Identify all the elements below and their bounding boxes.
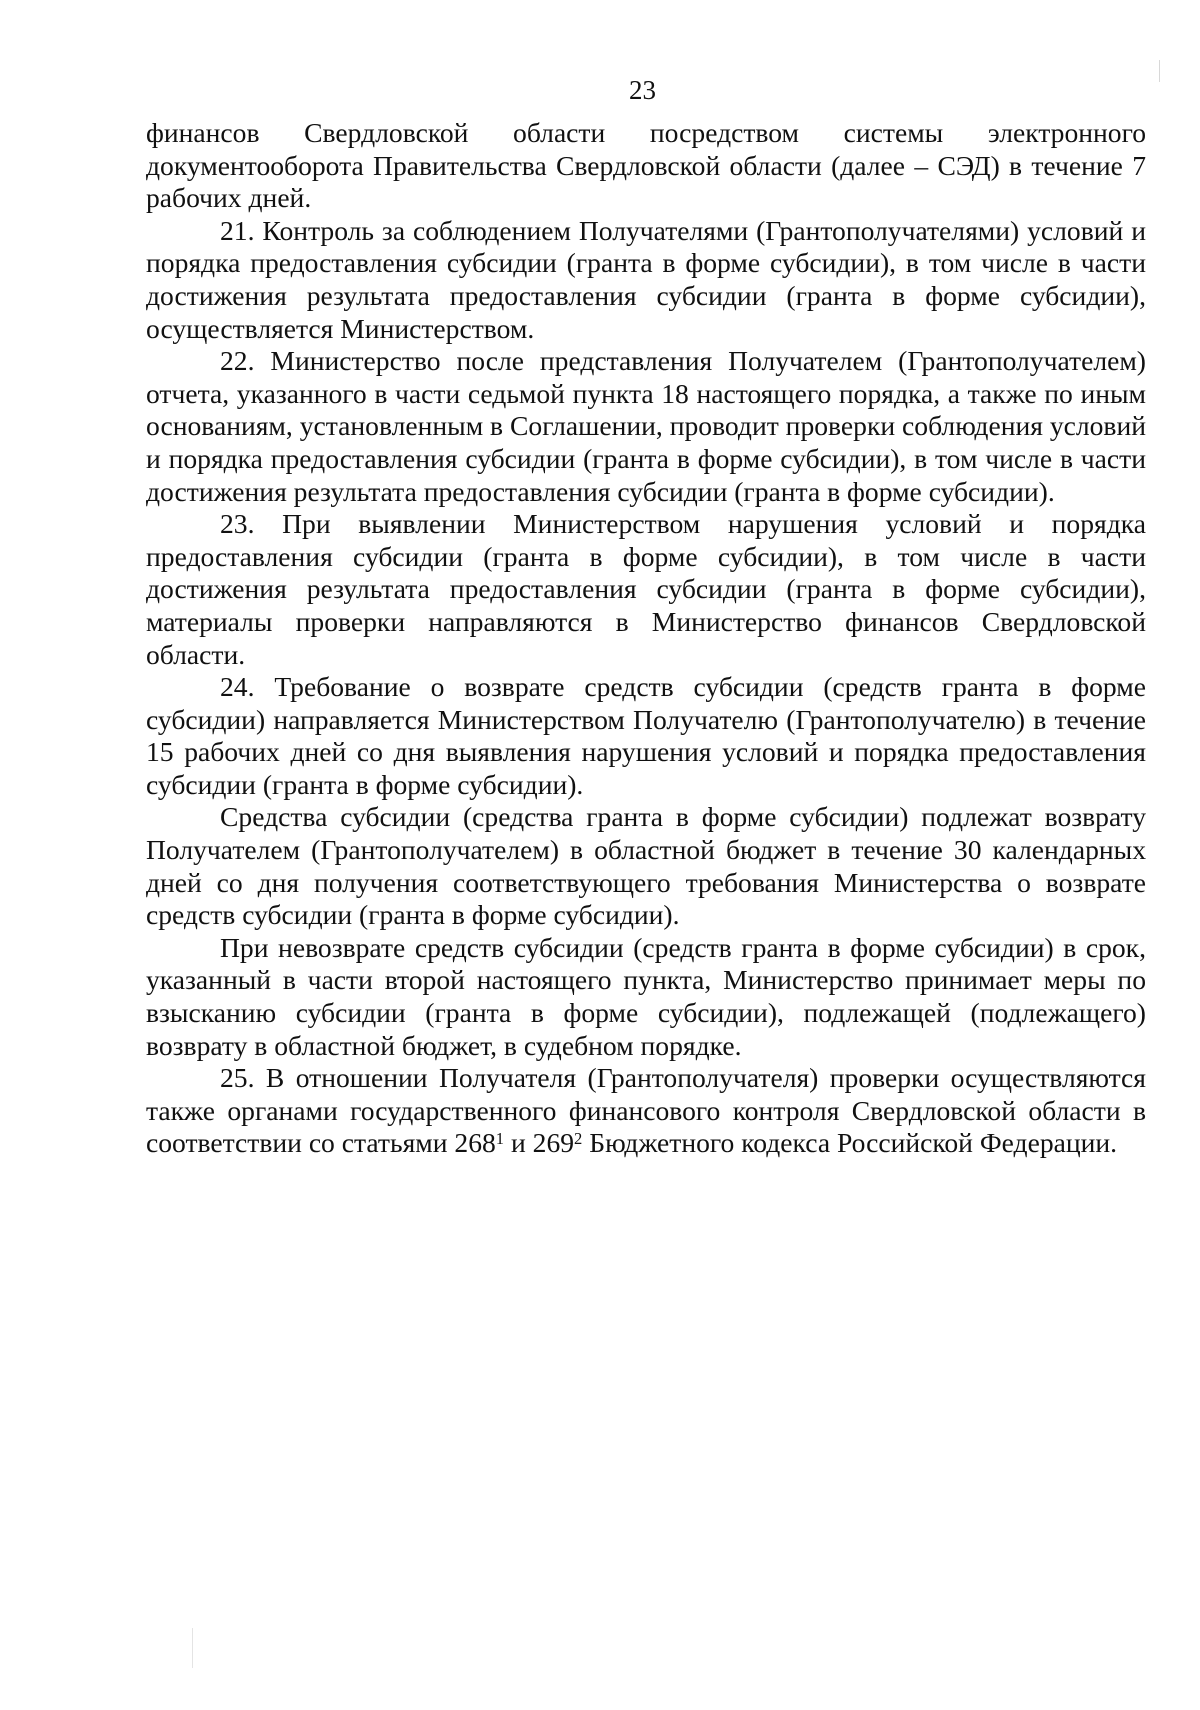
paragraph-25-text-after: Бюджетного кодекса Российской Федерации. bbox=[582, 1127, 1118, 1159]
footnote-superscript-1: 1 bbox=[495, 1129, 505, 1149]
paragraph-21: 21. Контроль за соблюдением Получателями (Грантополучателями) условий и порядка предоставления субсидии (гранта в форме субсидии), в том числе в части достижения результата предоставления субсидии (гранта в форме субсидии), осуществляется Министерством. bbox=[146, 214, 1146, 344]
paragraph-25-text-before: 25. В отношении Получателя (Грантополучателя) проверки осуществляются также органами государственного финансового контроля Свердловской области в соответствии со статьями 268 bbox=[146, 1062, 1146, 1159]
document-body bbox=[146, 117, 1146, 1160]
paragraph-23: 23. При выявлении Министерством нарушения условий и порядка предоставления субсидии (гранта в форме субсидии), в том числе в части достижения результата предоставления субсидии (гранта в форме субсидии), материалы проверки направляются в Министерство финансов Свердловской области. bbox=[146, 508, 1146, 670]
paragraph-25 bbox=[146, 1062, 1146, 1160]
paragraph-24-part-2: Средства субсидии (средства гранта в форме субсидии) подлежат возврату Получателем (Грантополучателем) в областной бюджет в течение 30 календарных дней со дня получения соответствующего требования Министерства о возврате средств субсидии (гранта в форме субсидии). bbox=[146, 801, 1146, 931]
paragraph-continuation: финансов Свердловской области посредством системы электронного документооборота Правительства Свердловской области (далее – СЭД) в течение 7 рабочих дней. bbox=[146, 117, 1146, 214]
paragraph-24-part-3: При невозврате средств субсидии (средств гранта в форме субсидии) в срок, указанный в части второй настоящего пункта, Министерство принимает меры по взысканию субсидии (гранта в форме субсидии), подлежащей (подлежащего) возврату в областной бюджет, в судебном порядке. bbox=[146, 931, 1146, 1061]
paragraph-24: 24. Требование о возврате средств субсидии (средств гранта в форме субсидии) направляется Министерством Получателю (Грантополучателю) в течение 15 рабочих дней со дня выявления нарушения условий и порядка предоставления субсидии (гранта в форме субсидии). bbox=[146, 671, 1146, 800]
scan-artifact-mark bbox=[192, 1628, 193, 1668]
page-number: 23 bbox=[629, 75, 656, 105]
footnote-superscript-2: 2 bbox=[574, 1129, 583, 1149]
paragraph-22: 22. Министерство после представления Получателем (Грантополучателем) отчета, указанного в части седьмой пункта 18 настоящего порядка, а также по иным основаниям, установленным в Соглашении, проводит проверки соблюдения условий и порядка предоставления субсидии (гранта в форме субсидии), в том числе в части достижения результата предоставления субсидии (гранта в форме субсидии). bbox=[146, 345, 1146, 507]
paragraph-25-text-middle: и 269 bbox=[504, 1127, 575, 1159]
